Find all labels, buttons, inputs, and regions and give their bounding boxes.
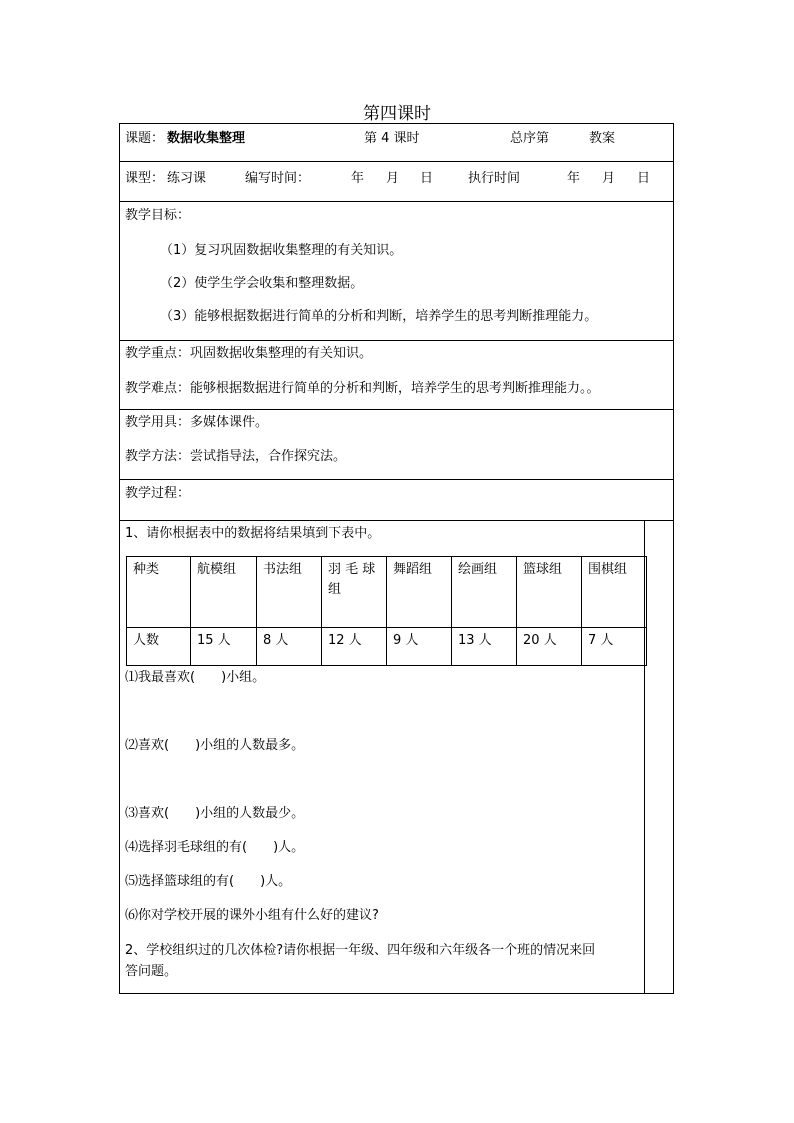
write-year: 年 bbox=[351, 171, 365, 186]
table-header-cell: 绘画组 bbox=[452, 557, 517, 628]
table-header-cell: 航模组 bbox=[191, 557, 257, 628]
teaching-process-heading: 教学过程： bbox=[125, 486, 191, 501]
page-title: 第四课时 bbox=[363, 104, 431, 124]
table-header-row bbox=[127, 557, 647, 628]
row-divider bbox=[119, 161, 674, 162]
lesson-number: 第 4 课时 bbox=[364, 131, 420, 146]
table-header-cell: 书法组 bbox=[257, 557, 322, 628]
table-cell: 9 人 bbox=[387, 628, 452, 666]
exercise2-line1: 2、学校组织过的几次体检?请你根据一年级、四年级和六年级各一个班的情况来回 bbox=[125, 943, 596, 958]
table-header-cell: 羽 毛 球组 bbox=[322, 557, 387, 628]
teaching-tools: 教学用具：多媒体课件。 bbox=[125, 415, 269, 430]
objective-item: （3）能够根据数据进行简单的分析和判断，培养学生的思考判断推理能力。 bbox=[160, 309, 598, 324]
type-value: 练习课 bbox=[167, 171, 207, 186]
type-label: 课型： bbox=[125, 171, 165, 186]
write-month: 月 bbox=[386, 171, 400, 186]
table-header-cell: 围棋组 bbox=[582, 557, 647, 628]
table-cell: 13 人 bbox=[452, 628, 517, 666]
table-cell: 人数 bbox=[127, 628, 191, 666]
question-6: ⑹你对学校开展的课外小组有什么好的建议? bbox=[125, 908, 379, 923]
row-divider bbox=[119, 520, 674, 521]
exercise1-prompt: 1、请你根据表中的数据将结果填到下表中。 bbox=[125, 526, 381, 541]
objective-item: （2）使学生学会收集和整理数据。 bbox=[160, 276, 364, 291]
exec-time-label: 执行时间 bbox=[468, 171, 521, 186]
question-4: ⑷选择羽毛球组的有( )人。 bbox=[125, 840, 305, 855]
exec-month: 月 bbox=[602, 171, 616, 186]
write-time-label: 编写时间： bbox=[245, 171, 311, 186]
row-divider bbox=[119, 409, 674, 410]
row-divider bbox=[119, 479, 674, 480]
exec-day: 日 bbox=[637, 171, 651, 186]
group-count-table bbox=[126, 556, 647, 666]
row-divider bbox=[119, 340, 674, 341]
question-1: ⑴我最喜欢( )小组。 bbox=[125, 670, 266, 685]
table-header-cell: 种类 bbox=[127, 557, 191, 628]
table-cell: 8 人 bbox=[257, 628, 322, 666]
row-divider bbox=[119, 201, 674, 202]
table-header-cell: 舞蹈组 bbox=[387, 557, 452, 628]
total-order-label: 总序第 bbox=[510, 131, 550, 146]
table-cell: 12 人 bbox=[322, 628, 387, 666]
objectives-heading: 教学目标： bbox=[125, 208, 191, 223]
topic-label: 课题： bbox=[125, 131, 165, 146]
question-5: ⑸选择篮球组的有( )人。 bbox=[125, 874, 292, 889]
exec-year: 年 bbox=[567, 171, 581, 186]
question-2: ⑵喜欢( )小组的人数最多。 bbox=[125, 738, 305, 753]
teaching-methods: 教学方法：尝试指导法，合作探究法。 bbox=[125, 449, 347, 464]
topic-value: 数据收集整理 bbox=[167, 131, 246, 146]
key-points: 教学重点：巩固数据收集整理的有关知识。 bbox=[125, 346, 373, 361]
write-day: 日 bbox=[420, 171, 434, 186]
objective-item: （1）复习巩固数据收集整理的有关知识。 bbox=[160, 243, 403, 258]
question-3: ⑶喜欢( )小组的人数最少。 bbox=[125, 806, 305, 821]
table-cell: 15 人 bbox=[191, 628, 257, 666]
table-cell: 7 人 bbox=[582, 628, 647, 666]
plan-label: 教案 bbox=[589, 131, 616, 146]
table-row bbox=[127, 628, 647, 666]
table-header-cell: 篮球组 bbox=[517, 557, 582, 628]
exercise2-line2: 答问题。 bbox=[125, 964, 178, 979]
difficulties: 教学难点：能够根据数据进行简单的分析和判断，培养学生的思考判断推理能力。。 bbox=[125, 381, 600, 396]
table-cell: 20 人 bbox=[517, 628, 582, 666]
